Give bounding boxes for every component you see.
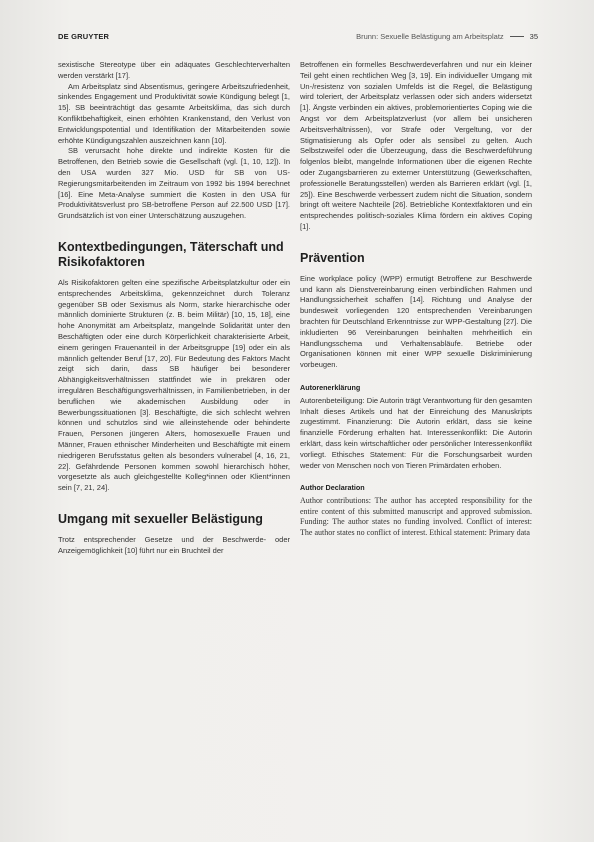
paragraph: sexistische Stereotype über ein adäquates Geschlechterverhalten werden verstärkt [17]. [58,60,290,80]
header-rule [510,36,524,37]
section-heading-context: Kontextbedingungen, Täterschaft und Risikofaktoren [58,239,284,269]
right-column [300,60,532,538]
spacer [300,371,532,383]
spacer [58,222,290,240]
subheading-author-declaration: Author Declaration [300,483,365,493]
paragraph: Als Risikofaktoren gelten eine spezifische Arbeitsplatzkultur oder ein entsprechendes Arbeitsklima, gekennzeichnet durch Toleranz gegenüber SB oder Sexismus als Norm, starke hierarchische oder männlich dominierte Strukturen (z. B. beim Militär) [10, 15, 18], eine hohe Anonymität am Arbeitsplatz, mangelnde Solidarität unter den Beschäftigten oder eine durch Körperlichkeit charakterisierte Arbeit, einem geringen Frauenanteil in der Arbeitsgruppe [19] oder ein als männlich geltender Beruf [17, 20]. Für Bedeutung des Faktors Macht zeigt sich darin, dass SB häufiger bei besonderer Abhängigkeitsverhältnissen stattfindet wie in prekären oder irregulären Beschäftigungsverhältnissen, in Familienbetrieben, in der beruflichen wie akademischen Ausbildung oder in Bewerbungssituationen [3]. Beschäftigte, die sich schlecht wehren können und schutzlos sind wie alleinstehende oder behinderte Frauen, Personen jüngeren Alters, homosexuelle Frauen und Männer, Frauen ethnischer Minderheiten und Beschäftigte mit einem niedrigeren Berufsstatus gelten als besonders vulnerabel [4, 16, 21, 22]. Gefährdende Personen kommen sowohl hierarchisch höher, vorgesetzte als auch gleichgestellte Kolleg*innen oder Klient*innen sein [7, 21, 24]. [58,277,290,493]
running-header [356,32,538,41]
page-number: 35 [529,31,538,41]
paragraph: Eine workplace policy (WPP) ermutigt Betroffene zur Beschwerde und kann als Dienstvereinbarung einen verbindlichen Rahmen und Handlungssicherheit schaffen [14]. Richtung und Analyse der bundesweit vorliegenden 120 entsprechenden Vereinbarungen brachten für Deutschland Erkenntnisse zur WPP-Gestaltung [27]. Die inkludierten 96 Vereinbarungen beinhalten mehrheitlich ein Handlungsschema und Verhaltensabläufe. Betriebe oder Organisationen können mit einer WPP sexuelle Diskriminierung vorbeugen. [300,273,532,370]
paragraph: SB verursacht hohe direkte und indirekte Kosten für die Betroffenen, den Betrieb sowie die Gesellschaft (vgl. [1, 10, 12]). In den USA wurden 327 Mio. USD für SB von US-Regierungsmitarbeitenden im Zeitraum von 1992 bis 1994 berechnet [16]. Eine Meta-Analyse summiert die Kosten in den USA für Produktivitätsverlust pro SB-betroffene Person auf 22.500 USD [17]. Grundsätzlich ist von einer Unterschätzung auszugehen. [58,146,290,221]
paragraph: Author contributions: The author has accepted responsibility for the entire content of this submitted manuscript and approved submission. Funding: The author states no funding involved. Conflict of interest: The author states no conflict of interest. Ethical statement: Primary data [300,496,532,537]
running-title: Brunn: Sexuelle Belästigung am Arbeitsplatz [356,31,504,41]
paragraph: Trotz entsprechender Gesetze und der Beschwerde- oder Anzeigemöglichkeit [10] führt nur ein Bruchteil der [58,534,290,555]
left-column [58,60,290,556]
paragraph: Autorenbeteiligung: Die Autorin trägt Verantwortung für den gesamten Inhalt dieses Artikels und hat der Einreichung des Manuskripts zugestimmt. Finanzierung: Die Autorin erklärt, dass sie keine finanzielle Förderung erhalten hat. Interessenkonflikt: Die Autorin erklärt, dass kein wirtschaftlicher oder persönlicher Interessenkonflikt vorliegt. Ethisches Statement: Für die Forschungsarbeit wurden weder von Menschen noch von Tieren Primärdaten erhoben. [300,395,532,470]
spacer [58,494,290,512]
spacer [300,266,532,274]
section-heading-umgang: Umgang mit sexueller Belästigung [58,511,263,526]
page-header [58,30,538,42]
section-heading-praevention: Prävention [300,250,365,265]
subheading-autorenerklaerung: Autorenerklärung [300,382,361,392]
paragraph: Betroffenen ein formelles Beschwerdeverfahren und nur ein kleiner Teil geht einen rechtlichen Weg [3, 19]. Ein individueller Umgang mit Un-/resistenz von sozialen Umfelds ist die Regel, die Belästigung wird toleriert, der Arbeitsplatz verlassen oder sich anders widersetzt [1]. Ängste verbinden ein aktives, problemorientiertes Coping wie die Angst vor dem Arbeitsplatzverlust (vor allem bei unsicheren Arbeitsverhältnissen), vor Strafe oder Vergeltung, vor der Stigmatisierung als Opfer oder als sensibel zu gelten. Auch Selbstzweifel oder die Überzeugung, dass die Beschwerdeführung folgenlos bleibt, mangelnde Informationen über die eigenen Rechte oder Zugangsbarrieren zu externer Unterstützung (Gewerkschaften, professionelle Beratungsstellen) werden als Barrieren erklärt (vgl. [1, 25]). Eine Beschwerde verbessert zudem nicht die Situation, sondern bringt oft weitere Nachteile [26]. Betriebliche Kontextfaktoren und ein entsprechendes politisch-soziales Klima fördern ein aktives Coping [1]. [300,60,532,231]
spacer [58,270,290,278]
spacer [300,233,532,251]
spacer [300,471,532,483]
paragraph: Am Arbeitsplatz sind Absentismus, geringere Arbeitszufriedenheit, sinkendes Engagement und Produktivität sowie Kündigung belegt [1, 15]. SB beeinträchtigt das gesamte Arbeitsklima, das sich durch Konfliktbehaftigkeit, einen erhöhten Krankenstand, den Verlust von Entwicklungspotential und Identifikation der Mitarbeitenden sowie erhöhte Kündigungszahlen auszeichnen kann [10]. [58,81,290,145]
publisher-logo: DE GRUYTER [58,31,110,41]
spacer [58,527,290,535]
